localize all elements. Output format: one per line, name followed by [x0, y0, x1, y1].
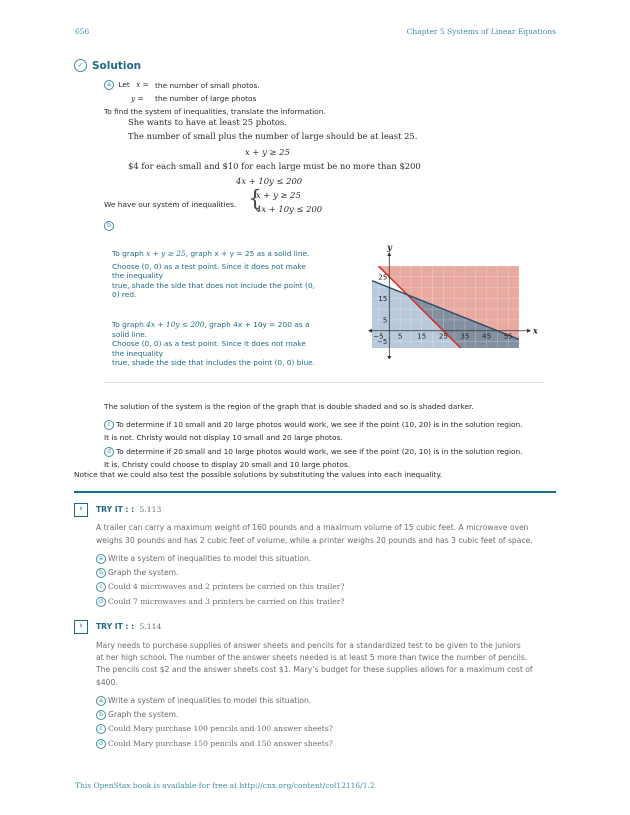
inequality-2: 4x + 10y ≤ 200	[236, 176, 303, 186]
try-it-2-heading	[96, 622, 161, 631]
part-d-line-2: It is. Christy could choose to display 20 small and 10 large photos.	[104, 460, 351, 469]
x-tick-label: 55	[503, 332, 513, 341]
graph-step-2-choose-a: Choose (0, 0) as a test point. Since it does not make	[112, 339, 306, 349]
try-it-1-badge-c: c	[96, 582, 106, 592]
try-it-2-text-line-4: $400.	[96, 677, 118, 687]
try-it-2-badge-a: a	[96, 696, 106, 706]
part-a-let-row	[104, 80, 149, 90]
try-it-2-item-a	[96, 694, 333, 708]
part-c-text-1: To determine if 10 small and 20 large photos would work, we see if the point (10, 20) is in the solution region.	[116, 420, 523, 429]
solution-title: Solution	[92, 60, 142, 72]
part-b-badge: b	[104, 221, 114, 231]
system-intro: We have our system of inequalities.	[104, 200, 237, 209]
x-axis-label: x	[533, 325, 538, 336]
let-word: Let	[118, 80, 130, 89]
try-it-2-text-line-2: at her high school. The number of the answer sheets needed is at least 5 more than twice the number of pencils.	[96, 653, 528, 663]
y-tick-label: 5	[382, 316, 388, 325]
x-tick-label: −5	[373, 332, 384, 341]
try-it-1-badge-b: b	[96, 568, 106, 578]
let-y: y =	[131, 94, 144, 103]
try-it-2-item-b	[96, 708, 333, 722]
graph-step-2-post: , graph 4x + 10y = 200 as a	[204, 320, 310, 329]
let-x: x =	[136, 80, 149, 89]
chapter-title: Chapter 5 Systems of Linear Equations	[406, 27, 556, 36]
try-it-2-badge-b: b	[96, 710, 106, 720]
try-it-2-text-c: Could Mary purchase 100 pencils and 100 answer sheets?	[108, 724, 333, 734]
graph-step-2-pre: To graph	[112, 320, 144, 329]
part-d-text-1: To determine if 20 small and 10 large photos would work, we see if the point (20, 10) is in the solution region.	[116, 447, 523, 456]
part-c-badge: c	[104, 420, 114, 430]
graph-step-2-solid: solid line.	[112, 329, 148, 339]
try-it-1-item-d	[96, 595, 345, 609]
try-it-2-text-a: Write a system of inequalities to model this situation.	[108, 696, 312, 705]
try-it-2-item-d	[96, 737, 333, 751]
translate-line-2: The number of small plus the number of large should be at least 25.	[128, 131, 418, 141]
graph-step-1-post: , graph x + y = 25 as a solid line.	[185, 249, 310, 258]
try-it-2-text	[96, 640, 533, 689]
try-it-1-text	[96, 522, 533, 547]
try-it-1-item-c	[96, 580, 345, 594]
y-axis-arrow-down	[387, 356, 391, 359]
part-d-badge: d	[104, 447, 114, 457]
try-it-1-items	[96, 552, 345, 609]
try-it-1-item-b	[96, 566, 345, 580]
conclusion: The solution of the system is the region of the graph that is double shaded and so is shaded darker.	[104, 402, 474, 411]
try-it-2-badge-c: c	[96, 724, 106, 734]
system-inequality-2: 4x + 10y ≤ 200	[256, 204, 323, 214]
x-tick-label: 15	[417, 332, 427, 341]
let-y-definition: the number of large photos	[155, 94, 257, 103]
try-it-1-text-c: Could 4 microwaves and 2 printers be carried on this trailer?	[108, 582, 345, 592]
y-axis-label: y	[387, 244, 392, 252]
try-it-2-text-b: Graph the system.	[108, 710, 179, 720]
try-it-1-badge-d: d	[96, 597, 106, 607]
try-it-1-label: TRY IT : :	[96, 505, 135, 514]
chevron-right-icon: ›	[74, 620, 88, 634]
try-it-1-badge-a: a	[96, 554, 106, 564]
inequality-1: x + y ≥ 25	[245, 147, 290, 157]
part-c-line-2: It is not. Christy would not display 10 small and 20 large photos.	[104, 433, 343, 442]
try-it-1-text-line-1: A trailer can carry a maximum weight of 160 pounds and a maximum volume of 15 cubic feet. A microwave oven	[96, 523, 529, 532]
section-divider	[74, 491, 556, 493]
x-tick-label: 35	[460, 332, 470, 341]
try-it-2-label: TRY IT : :	[96, 622, 135, 631]
part-a-badge: a	[104, 80, 114, 90]
x-tick-label: 25	[438, 332, 448, 341]
x-tick-label: 5	[397, 332, 403, 341]
try-it-2-text-line-3: The pencils cost $2 and the answer sheets cost $1. Mary’s budget for these supplies allows for a maximum cost of	[96, 665, 533, 675]
graph-step-1-choose-a: Choose (0, 0) as a test point. Since it does not make	[112, 261, 306, 271]
try-it-1-number: 5.113	[139, 505, 162, 514]
x-tick-label: 45	[482, 332, 492, 341]
y-tick-label: 15	[378, 294, 388, 303]
notice-text: Notice that we could also test the possible solutions by substituting the values into each inequality.	[74, 470, 443, 479]
graph-step-1-choose-b: the inequality	[112, 271, 164, 281]
translate-line-3: $4 for each small and $10 for each large must be no more than $200	[128, 161, 421, 171]
graph-step-2-choose-c: true, shade the side that includes the point (0, 0) blue.	[112, 358, 316, 368]
system-brace: {	[248, 187, 262, 212]
graph-step-2-heading	[112, 320, 362, 330]
chevron-right-icon: ›	[74, 503, 88, 517]
try-it-2-text-d: Could Mary purchase 150 pencils and 150 answer sheets?	[108, 738, 333, 748]
translate-intro: To find the system of inequalities, translate the information.	[104, 107, 326, 116]
let-x-definition: the number of small photos.	[155, 81, 260, 90]
try-it-2-text-line-1: Mary needs to purchase supplies of answer sheets and pencils for a standardized test to be given to the juniors	[96, 641, 521, 650]
try-it-2-number: 5.114	[139, 622, 162, 631]
part-c-line-1	[104, 420, 523, 430]
try-it-1-heading	[96, 505, 161, 514]
part-b-row	[104, 221, 116, 231]
y-tick-label: 25	[378, 273, 388, 282]
graph-step-1-pre: To graph	[112, 249, 144, 258]
try-it-1-text-line-2: weighs 30 pounds and has 2 cubic feet of volume, while a printer weighs 20 pounds and has 3 cubic feet of space.	[96, 535, 533, 545]
translate-line-1: She wants to have at least 25 photos.	[128, 117, 287, 127]
graph-step-1-heading	[112, 249, 362, 259]
graph-step-1-choose-c: true, shade the side that does not include the point (0,	[112, 280, 315, 290]
try-it-2-item-c	[96, 722, 333, 736]
graph-step-2-choose-b: the inequality	[112, 348, 164, 358]
try-it-1-text-d: Could 7 microwaves and 3 printers be carried on this trailer?	[108, 596, 345, 606]
try-it-1-text-b: Graph the system.	[108, 568, 179, 578]
graph-step-1-math: x + y ≥ 25	[146, 249, 186, 258]
graph-step-2	[112, 320, 362, 368]
part-b-divider	[104, 382, 544, 383]
part-d-line-1	[104, 447, 523, 457]
x-axis-arrow-right	[527, 329, 531, 333]
y-axis-arrow-up	[387, 252, 391, 256]
footer-text: This OpenStax book is available for free at http://cnx.org/content/col12116/1.2	[75, 781, 375, 790]
y-tick-label: −5	[376, 338, 388, 347]
graph-step-1	[112, 249, 362, 300]
x-axis-arrow-left	[368, 329, 372, 333]
page-number: 656	[75, 27, 90, 36]
try-it-2-items	[96, 694, 333, 751]
graph-step-2-math: 4x + 10y ≤ 200	[146, 320, 205, 329]
check-circle-icon: ✓	[74, 59, 87, 72]
system-inequality-1: x + y ≥ 25	[256, 190, 301, 200]
try-it-1-text-a: Write a system of inequalities to model this situation.	[108, 554, 312, 563]
graph-step-1-choose-d: 0) red.	[112, 290, 137, 300]
try-it-1-item-a	[96, 552, 345, 566]
try-it-2-badge-d: d	[96, 739, 106, 749]
inequality-graph	[360, 244, 540, 359]
